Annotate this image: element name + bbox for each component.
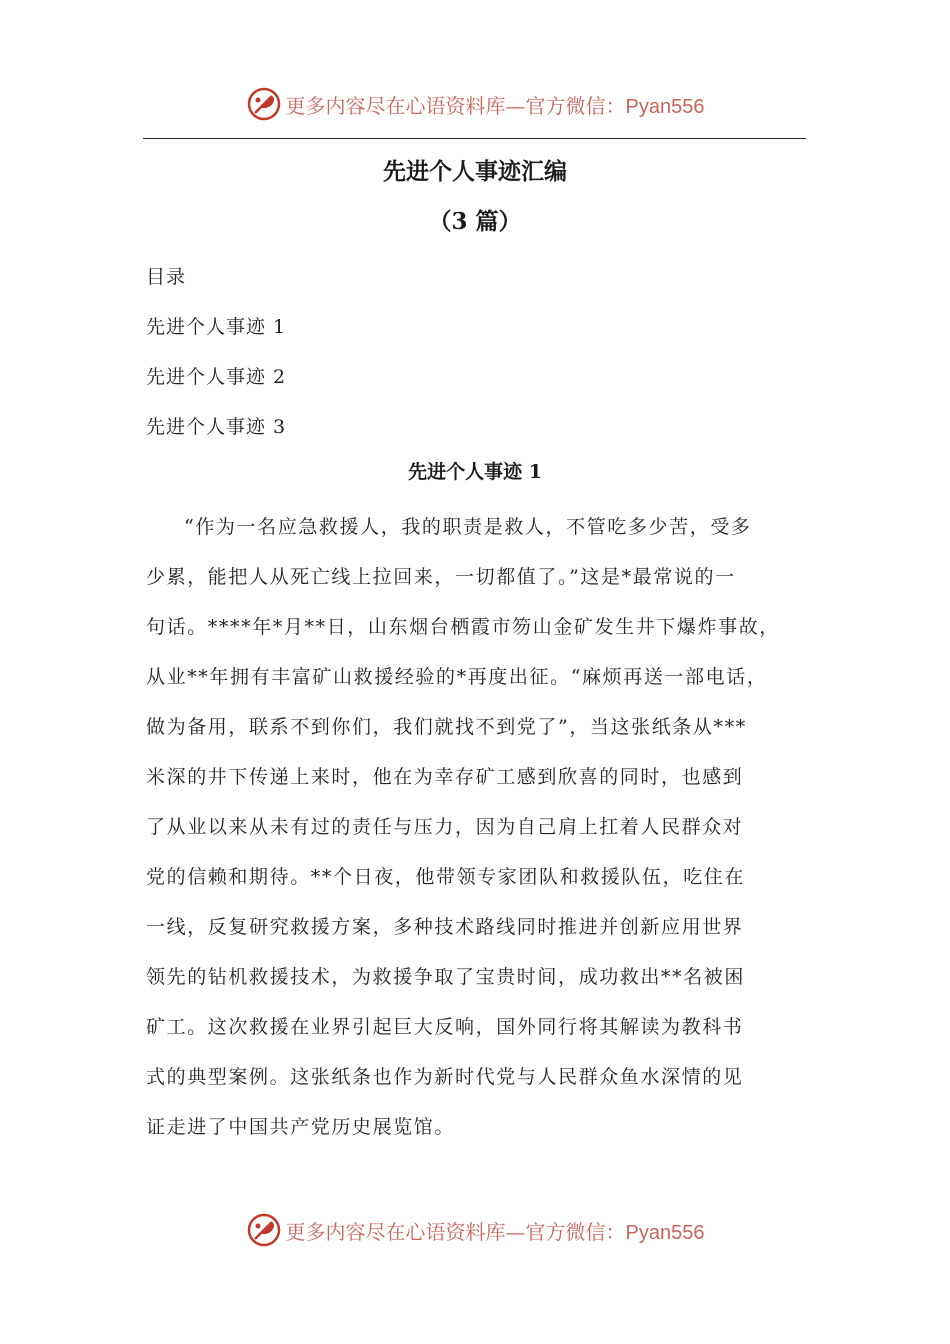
toc-item: 先进个人事迹 1: [146, 316, 287, 338]
body-line: 了从业以来从未有过的责任与压力，因为自己肩上扛着人民群众对: [146, 816, 744, 838]
body-line: 领先的钻机救援技术，为救援争取了宝贵时间，成功救出**名被困: [146, 966, 746, 988]
body-line: 从业**年拥有丰富矿山救援经验的*再度出征。“麻烦再送一部电话，: [146, 666, 768, 688]
toc-item: 先进个人事迹 2: [146, 366, 287, 388]
body-line: 句话。****年*月**日，山东烟台栖霞市笏山金矿发生井下爆炸事故，: [146, 616, 780, 638]
body-line: 少累，能把人从死亡线上拉回来，一切都值了。”这是*最常说的一: [146, 566, 736, 588]
body-line: 矿工。这次救援在业界引起巨大反响，国外同行将其解读为教科书: [146, 1016, 744, 1038]
wechat-id: Pyan556: [625, 1221, 705, 1244]
document-subtitle: （3 篇）: [428, 208, 522, 235]
promo-label: 更多内容尽在心语资料库—官方微信：: [285, 1219, 626, 1244]
header-banner: [0, 82, 950, 126]
toc-heading: 目录: [146, 266, 187, 288]
table-of-contents: [146, 252, 806, 452]
promo-text: [286, 90, 705, 119]
body-line: 证走进了中国共产党历史展览馆。: [146, 1116, 456, 1138]
body-line: 做为备用，联系不到你们，我们就找不到党了”，当这张纸条从***: [146, 716, 747, 738]
quill-logo-icon: [246, 86, 282, 122]
document-title: 先进个人事迹汇编: [383, 158, 567, 185]
body-line: 米深的井下传递上来时，他在为幸存矿工感到欣喜的同时，也感到: [146, 766, 744, 788]
body-line: 一线，反复研究救援方案，多种技术路线同时推进并创新应用世界: [146, 916, 744, 938]
section-heading: 先进个人事迹 1: [408, 461, 542, 483]
body-paragraph: [146, 502, 816, 1152]
footer-banner: [0, 1208, 950, 1252]
body-line: “作为一名应急救援人，我的职责是救人，不管吃多少苦，受多: [184, 516, 752, 538]
header-rule: [143, 138, 806, 139]
body-line: 式的典型案例。这张纸条也作为新时代党与人民群众鱼水深情的见: [146, 1066, 744, 1088]
toc-item: 先进个人事迹 3: [146, 416, 287, 438]
quill-logo-icon: [246, 1212, 282, 1248]
wechat-id: Pyan556: [625, 95, 705, 118]
body-line: 党的信赖和期待。**个日夜，他带领专家团队和救援队伍，吃住在: [146, 866, 746, 888]
promo-text: [286, 1216, 705, 1245]
promo-label: 更多内容尽在心语资料库—官方微信：: [285, 93, 626, 118]
